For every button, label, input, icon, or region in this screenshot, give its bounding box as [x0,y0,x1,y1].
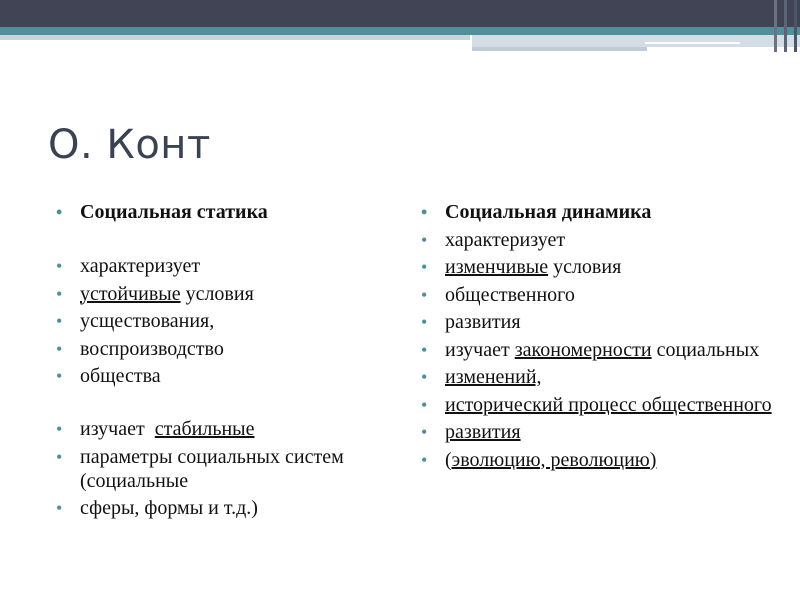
list-item [56,282,396,306]
spacer [56,392,396,414]
list-item: • усществования, [56,309,396,333]
underlined-term: стабильные [154,418,255,440]
right-heading: • Социальная динамика [421,200,791,224]
list-item [421,255,791,279]
item-text: социальных [651,338,760,361]
list-item [421,338,791,362]
item-text: условия [548,256,622,278]
item-text: изучает [80,418,155,440]
list-item: • характеризует [56,254,396,278]
header-teal-bar [0,27,800,35]
list-item: • характеризует [421,228,791,252]
list-item: • развития [421,420,791,444]
underlined-term: устойчивые [80,282,181,305]
list-item: • (эволюцию, революцию) [421,448,791,472]
list-item [56,417,396,441]
list-item: • изменений, [421,365,791,389]
header-highlight-line [645,42,740,44]
header-light-bar-right [472,35,800,47]
list-item: • общественного [421,283,791,307]
header-dark-bar [0,0,800,27]
list-item: • общества [56,364,396,388]
underlined-term: закономерности [514,338,652,361]
list-item: • развития [421,310,791,334]
list-item: • исторический процесс общественного [421,393,791,417]
spacer [56,228,396,251]
underlined-term: изменчивые [445,256,549,278]
item-text: условия [180,282,254,305]
left-heading: • Социальная статика [56,200,396,224]
list-item: • воспроизводство [56,337,396,361]
item-text: изучает [445,338,515,361]
header-tab-decoration [774,0,777,52]
right-column-list [421,200,791,475]
header-tab-decoration [784,0,787,52]
header-under-bar [472,47,647,51]
list-item: • параметры социальных систем (социальные [56,445,396,493]
slide-title: О. Конт [48,122,211,168]
left-column-list [56,200,396,524]
header-light-bar [0,35,470,40]
list-item: • сферы, формы и т.д.) [56,496,396,520]
header-tab-decoration [794,0,797,52]
